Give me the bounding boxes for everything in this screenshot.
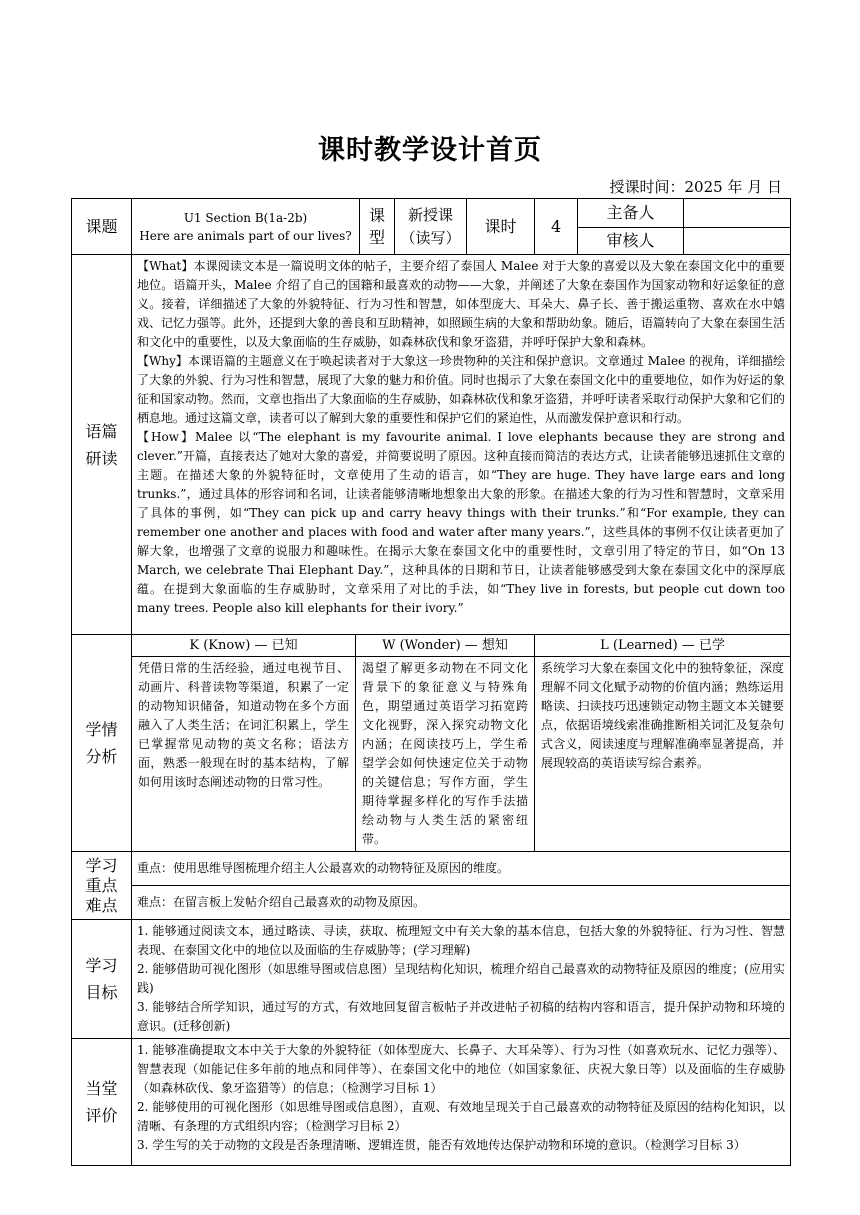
lesson-type-value-1: 新授课 xyxy=(408,205,454,224)
focus-label-2: 重点 xyxy=(85,875,118,895)
kwl-wonder-header: W (Wonder) — 想知 xyxy=(356,635,535,657)
objective-item: 3. 能够结合所学知识，通过写的方式，有效地回复留言板帖子并改进帖子初稿的结构内容和语言，提升保护动物和环境的意识。(迁移创新) xyxy=(137,1000,786,1033)
kwl-wonder-text: 渴望了解更多动物在不同文化背景下的象征意义与特殊角色，期望通过英语学习拓宽跨文化视野，深入探究动物文化内涵；在阅读技巧上，学生希望学会如何快速定位关于动物的关键信息；写作方面，学生期待掌握多样化的写作手法描绘动物与人类生活的紧密纽带。 xyxy=(356,657,535,852)
key-point: 重点：使用思维导图梳理介绍主人公最喜欢的动物特征及原因的维度。 xyxy=(132,852,791,886)
kwl-learned-header: L (Learned) — 已学 xyxy=(535,635,791,657)
objective-item: 1. 能够通过阅读文本，通过略读、寻读，获取、梳理短文中有关大象的基本信息，包括大象的外貌特征、行为习性、智慧表现、在泰国文化中的地位以及面临的生存威胁等；(学习理解) xyxy=(137,924,786,957)
learner-label-1: 学情 xyxy=(85,720,118,739)
reading-label-1: 语篇 xyxy=(85,421,118,441)
page-title: 课时教学设计首页 xyxy=(318,135,542,166)
evaluation-label xyxy=(72,1039,132,1166)
class-hours-label: 课时 xyxy=(467,199,535,255)
reading-label-2: 研读 xyxy=(85,448,118,468)
topic-value xyxy=(132,199,360,255)
reading-why: 【Why】本课语篇的主题意义在于唤起读者对于大象这一珍贵物种的关注和保护意识。文章通过 Malee 的视角，详细描绘了大象的外貌、行为习性和智慧，展现了大象的魅力和价值。同时也揭示了大象在泰国文化中的重要地位，如作为好运的象征和国家动物。然而，文章也指出了大象面临的生存威胁，如森林砍伐和象牙盗猎，并呼吁读者采取行动保护大象和它们的栖息地。通过这篇文章，读者可以了解到大象的重要性和保护它们的紧迫性，从而激发保护意识和行动。 xyxy=(137,354,786,425)
objective-item: 2. 能够借助可视化图形（如思维导图或信息图）呈现结构化知识，梳理介绍自己最喜欢的动物特征及原因的维度；(应用实践) xyxy=(137,962,786,995)
lesson-date: 授课时间：2025 年 月 日 xyxy=(609,178,782,196)
reading-how: 【How】Malee 以“The elephant is my favourite animal. I love elephants because they are strong and clever.”开篇，直接表达了她对大象的喜爱，并简要说明了原因。这种直接而简洁的表达方式，让读者能够迅速抓住文章的主题。在描述大象的外貌特征时，文章使用了生动的语言，如“They are huge. They have large ears and long trunks.”，通过具体的形容词和名词，让读者能够清晰地想象出大象的形象。在描述大象的行为习性和智慧时，文章采用了具体的事例，如“They can pick up and carry heavy things with their trunks.”和“For example, they can remember one another and places with food and water after many years.”，这些具体的事例不仅让读者更加了解大象，也增强了文章的说服力和趣味性。在揭示大象在泰国文化中的重要性时，文章引用了特定的节日，如“On 13 March, we celebrate Thai Elephant Day.”，这种具体的日期和节日，让读者能够感受到大象在泰国文化中的深厚底蕴。在提到大象面临的生存威胁时，文章采用了对比的手法，如“They live in forests, but people cut down too many trees. People also kill elephants for their ivory.” xyxy=(137,430,786,615)
topic-line-1: U1 Section B(1a-2b) xyxy=(183,210,308,225)
kwl-know-header: K (Know) — 已知 xyxy=(132,635,356,657)
preparer-label: 主备人 xyxy=(578,199,684,228)
reading-label xyxy=(72,255,132,635)
evaluation-item: 3. 学生写的关于动物的文段是否条理清晰、逻辑连贯，能否有效地传达保护动物和环境的意识。（检测学习目标 3） xyxy=(137,1138,746,1152)
topic-line-2: Here are animals part of our lives? xyxy=(139,228,352,243)
focus-label xyxy=(72,852,132,920)
reading-analysis xyxy=(132,255,791,635)
focus-label-3: 难点 xyxy=(85,895,118,915)
evaluation-label-2: 评价 xyxy=(85,1106,118,1125)
objectives-list xyxy=(132,920,791,1039)
lesson-type-value-2: （读写） xyxy=(400,228,461,247)
lesson-type-label-1: 课 xyxy=(369,205,386,225)
objectives-label-1: 学习 xyxy=(85,956,118,975)
lesson-type-label-2: 型 xyxy=(369,227,386,247)
topic-label: 课题 xyxy=(72,199,132,255)
kwl-learned-text: 系统学习大象在泰国文化中的独特象征，深度理解不同文化赋予动物的价值内涵；熟练运用略读、扫读技巧迅速锁定动物主题文本关键要点，依据语境线索准确推断相关词汇及复杂句式含义，阅读速度与理解准确率显著提高，并展现较高的英语读写综合素养。 xyxy=(535,657,791,852)
focus-label-1: 学习 xyxy=(85,855,118,875)
evaluation-label-1: 当堂 xyxy=(85,1079,118,1098)
kwl-know-text: 凭借日常的生活经验，通过电视节目、动画片、科普读物等渠道，积累了一定的动物知识储备，知道动物在多个方面融入了人类生活；在词汇积累上，学生已掌握常见动物的英文名称；语法方面，熟悉一般现在时的基本结构，了解如何用该时态阐述动物的日常习性。 xyxy=(132,657,356,852)
difficulty-point: 难点：在留言板上发帖介绍自己最喜欢的动物及原因。 xyxy=(132,886,791,920)
objectives-label xyxy=(72,920,132,1039)
preparer-value xyxy=(684,199,791,228)
objectives-label-2: 目标 xyxy=(85,983,118,1002)
class-hours-value: 4 xyxy=(535,199,578,255)
evaluation-list xyxy=(132,1039,791,1166)
evaluation-item: 2. 能够使用的可视化图形（如思维导图或信息图），直观、有效地呈现关于自己最喜欢的动物特征及原因的结构化知识，以清晰、有条理的方式组织内容；（检测学习目标 2） xyxy=(137,1100,786,1133)
learner-label xyxy=(72,635,132,852)
evaluation-item: 1. 能够准确提取文本中关于大象的外貌特征（如体型庞大、长鼻子、大耳朵等）、行为习性（如喜欢玩水、记忆力强等）、智慧表现（如能记住多年前的地点和同伴等）、在泰国文化中的地位（如国家象征、庆祝大象日等）以及面临的生存威胁（如森林砍伐、象牙盗猎等）的信息；（检测学习目标 1） xyxy=(137,1043,786,1095)
lesson-design-table xyxy=(71,198,791,1166)
lesson-type-value xyxy=(395,199,467,255)
learner-label-2: 分析 xyxy=(85,747,118,766)
lesson-type-label xyxy=(360,199,395,255)
reviewer-value xyxy=(684,228,791,255)
reading-what: 【What】本课阅读文本是一篇说明文体的帖子，主要介绍了泰国人 Malee 对于大象的喜爱以及大象在泰国文化中的重要地位。语篇开头，Malee 介绍了自己的国籍和最喜欢的动物——大象，并阐述了大象在泰国作为国家动物和好运象征的意义。接着，详细描述了大象的外貌特征、行为习性和智慧，如体型庞大、耳朵大、鼻子长、善于搬运重物、喜欢在水中嬉戏、记忆力强等。此外，还提到大象的善良和互助精神，如照顾生病的大象和帮助幼象。随后，语篇转向了大象在泰国生活和文化中的重要性，以及大象面临的生存威胁，如森林砍伐和象牙盗猎，并呼吁保护大象和森林。 xyxy=(137,259,786,349)
reviewer-label: 审核人 xyxy=(578,228,684,255)
